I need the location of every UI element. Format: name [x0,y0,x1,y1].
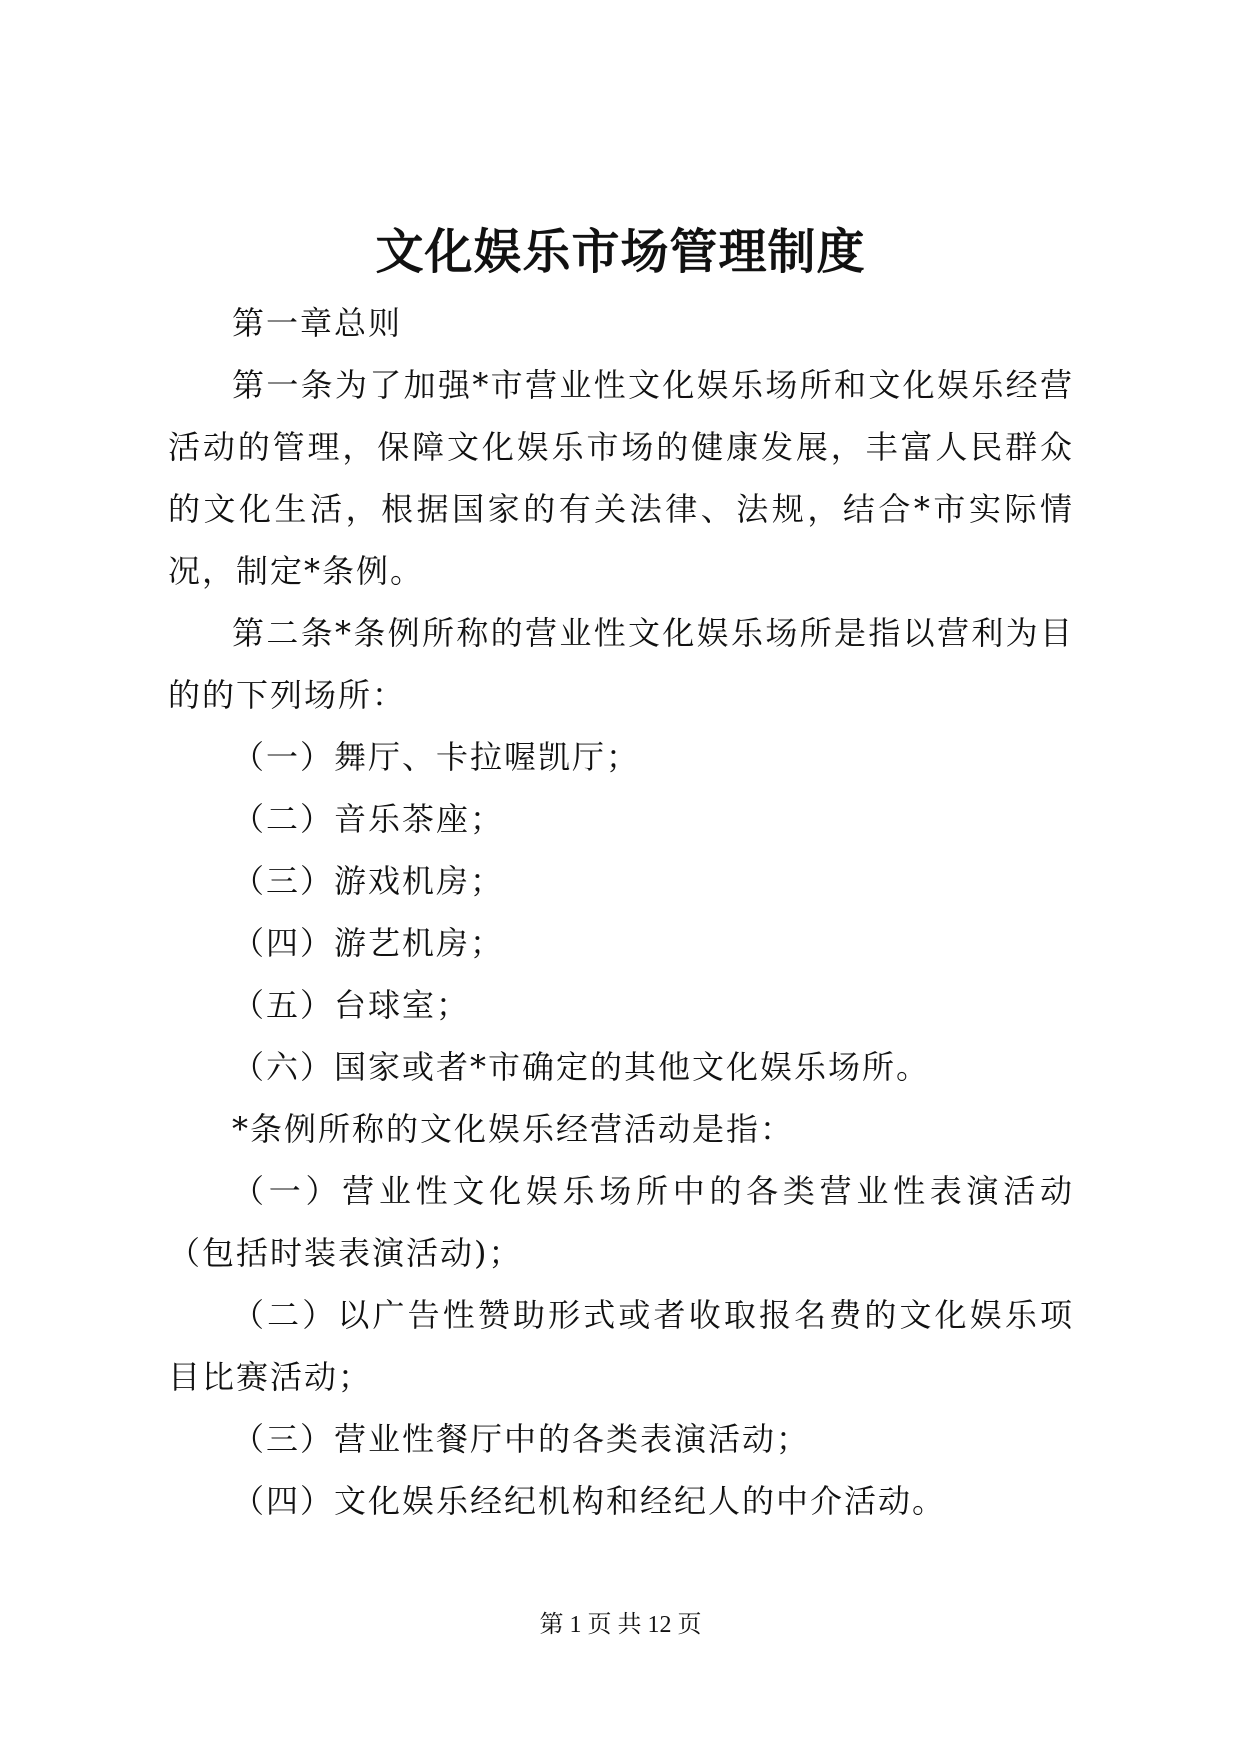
document-title: 文化娱乐市场管理制度 [375,224,866,280]
activities-intro-paragraph: *条例所称的文化娱乐经营活动是指： [232,1110,795,1148]
chapter-heading: 第一章总则 [232,304,403,342]
list-item: （三）游戏机房； [232,862,505,900]
list-item: （四）文化娱乐经纪机构和经纪人的中介活动。 [232,1482,947,1520]
list-item: （六）国家或者*市确定的其他文化娱乐场所。 [232,1048,931,1086]
page-footer: 第 1 页 共 12 页 [539,1612,702,1638]
list-item: （五）台球室； [232,986,471,1024]
list-item: （二）音乐茶座； [232,800,505,838]
article-2-paragraph: 第二条*条例所称的营业性文化娱乐场所是指以营利为目的的下列场所： [168,614,1074,714]
document-body [168,292,1074,1532]
list-item: （二）以广告性赞助形式或者收取报名费的文化娱乐项目比赛活动； [168,1296,1074,1396]
list-item: （一）营业性文化娱乐场所中的各类营业性表演活动（包括时装表演活动)； [168,1172,1074,1272]
list-item: （三）营业性餐厅中的各类表演活动； [232,1420,811,1458]
list-item: （四）游艺机房； [232,924,505,962]
list-item: （一）舞厅、卡拉喔凯厅； [232,738,641,776]
article-1-paragraph: 第一条为了加强*市营业性文化娱乐场所和文化娱乐经营活动的管理，保障文化娱乐市场的健康发展，丰富人民群众的文化生活，根据国家的有关法律、法规，结合*市实际情况，制定*条例。 [168,366,1074,590]
